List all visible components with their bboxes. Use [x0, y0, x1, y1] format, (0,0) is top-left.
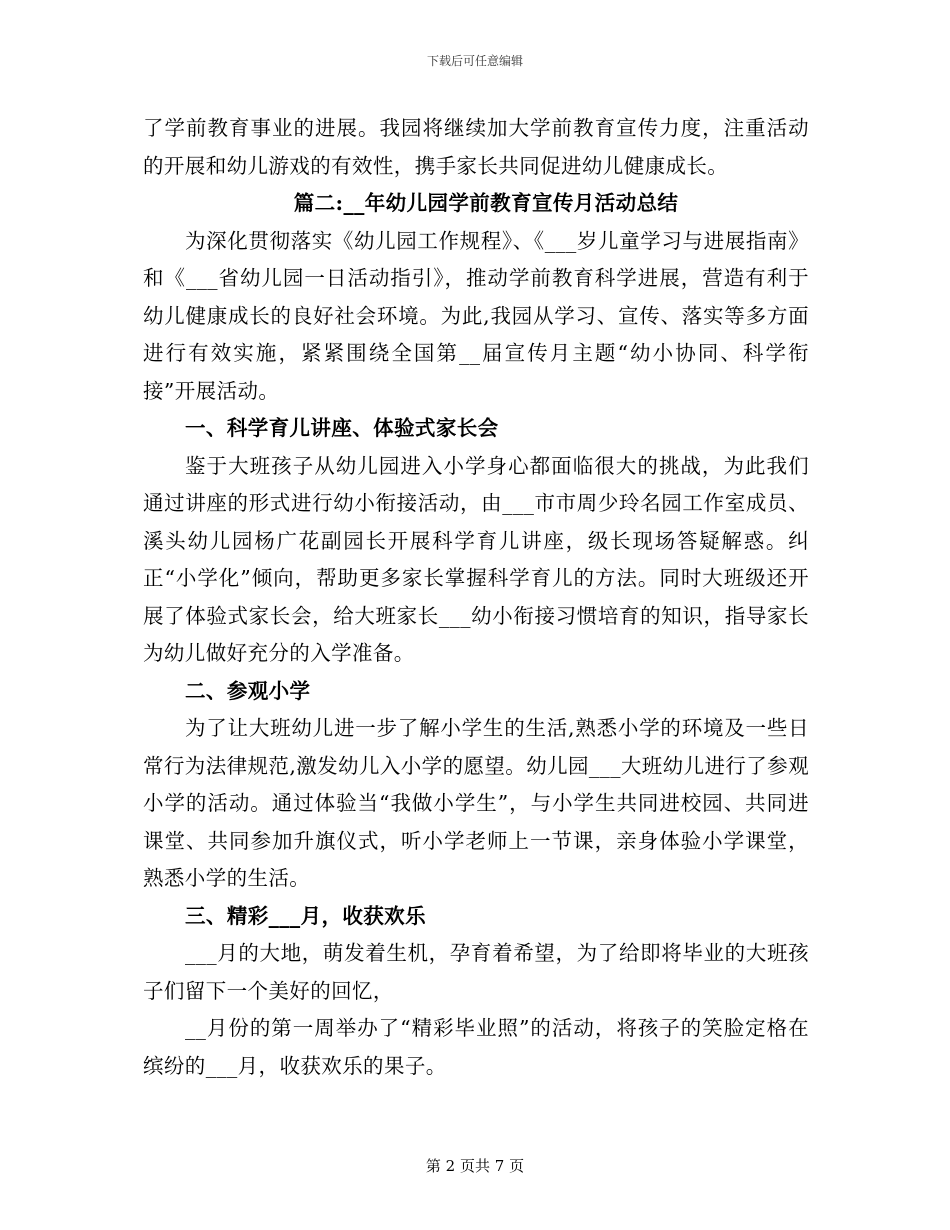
- paragraph-5: __月份的第一周举办了“精彩毕业照”的活动，将孩子的笑脸定格在缤纷的___月，收获欢乐的果子。: [143, 1016, 809, 1078]
- section-heading-3: 三、精彩___月，收获欢乐: [185, 903, 426, 928]
- section-heading-2: 二、参观小学: [185, 678, 311, 703]
- page-header: 下载后可任意编辑: [426, 54, 523, 68]
- paragraph-1: 为深化贯彻落实《幼儿园工作规程》、《___岁儿童学习与进展指南》和《___省幼儿园一日活动指引》，推动学前教育科学进展，营造有利于幼儿健康成长的良好社会环境。为此,我园从学习、宣传、落实等多方面进行有效实施，紧紧围绕全国第__届宣传月主题“幼小协同、科学衔接”开展活动。: [143, 228, 809, 403]
- paragraph-intro: 了学前教育事业的进展。我园将继续加大学前教育宣传力度，注重活动的开展和幼儿游戏的有效性，携手家长共同促进幼儿健康成长。: [143, 116, 809, 178]
- document-body: [143, 110, 809, 1085]
- page-number: 第 2 页共 7 页: [425, 1157, 525, 1175]
- paragraph-3: 为了让大班幼儿进一步了解小学生的生活,熟悉小学的环境及一些日常行为法律规范,激发幼儿入小学的愿望。幼儿园___大班幼儿进行了参观小学的活动。通过体验当“我做小学生”，与小学生共同进校园、共同进课堂、共同参加升旗仪式，听小学老师上一节课，亲身体验小学课堂，熟悉小学的生活。: [143, 716, 809, 890]
- article-title: 篇二:__年幼儿园学前教育宣传月活动总结: [293, 191, 679, 215]
- paragraph-2: 鉴于大班孩子从幼儿园进入小学身心都面临很大的挑战，为此我们通过讲座的形式进行幼小衔接活动，由___市市周少玲名园工作室成员、溪头幼儿园杨广花副园长开展科学育儿讲座，级长现场答疑解惑。纠正“小学化”倾向，帮助更多家长掌握科学育儿的方法。同时大班级还开展了体验式家长会，给大班家长___幼小衔接习惯培育的知识，指导家长为幼儿做好充分的入学准备。: [143, 453, 809, 665]
- paragraph-4: ___月的大地，萌发着生机，孕育着希望，为了给即将毕业的大班孩子们留下一个美好的回忆，: [143, 941, 809, 1003]
- section-heading-1: 一、科学育儿讲座、体验式家长会: [185, 416, 499, 440]
